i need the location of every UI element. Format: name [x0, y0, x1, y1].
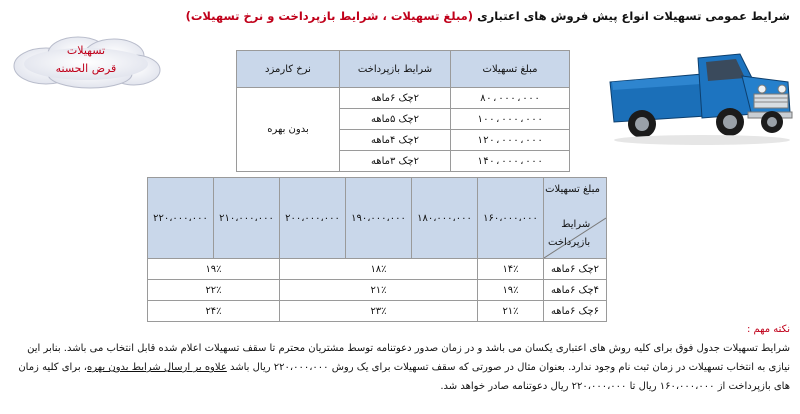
t2-corner-bottom-1: شرایط [561, 219, 591, 230]
table-row [148, 259, 607, 280]
t1-header-rate: نرخ کارمزد [237, 51, 340, 88]
t2-rate-b: ۲۳٪ [280, 301, 478, 322]
t2-row-label: ۲چک ۶ماهه [544, 259, 607, 280]
cloud-line1: تسهیلات [66, 44, 106, 57]
note-line-2 [8, 358, 790, 377]
table-row [148, 280, 607, 301]
t2-rate-a: ۱۴٪ [478, 259, 544, 280]
title-main: شرایط عمومی تسهیلات انواع پیش فروش های اعتباری [473, 9, 790, 23]
t2-rate-b: ۱۸٪ [280, 259, 478, 280]
t1-header-terms: شرایط بازپرداخت [340, 51, 451, 88]
t2-corner-cell [544, 178, 607, 259]
t1-header-amount: مبلغ تسهیلات [451, 51, 570, 88]
t1-amount: ۸۰،۰۰۰،۰۰۰ [451, 88, 570, 109]
note-line-2a: نیازی به انتخاب تسهیلات در زمان ثبت نام وجود ندارد. بعنوان مثال در صورتی که سقف تسهیلات برای یک روش [328, 362, 790, 373]
note-line-2c: ، برای کلیه زمان [18, 362, 88, 373]
t1-terms: ۲چک ۳ماهه [340, 151, 451, 172]
note-line-2-underlined: علاوه بر ارسال شرایط بدون بهره [87, 362, 227, 373]
t1-terms: ۲چک ۶ماهه [340, 88, 451, 109]
t2-rate-c: ۲۲٪ [148, 280, 280, 301]
table-row [237, 88, 570, 109]
t2-rate-a: ۱۹٪ [478, 280, 544, 301]
note-line-2-amount: ۲۲۰،۰۰۰،۰۰۰ [273, 362, 329, 373]
t2-rate-c: ۲۴٪ [148, 301, 280, 322]
important-note [8, 320, 790, 396]
t2-rate-b: ۲۱٪ [280, 280, 478, 301]
note-line-2b: ریال باشد [226, 362, 274, 373]
t2-rate-a: ۲۱٪ [478, 301, 544, 322]
t2-corner-bottom [548, 216, 590, 252]
t2-amount-header: ۲۲۰،۰۰۰،۰۰۰ [148, 178, 214, 259]
table-row [148, 301, 607, 322]
t2-corner-top: مبلغ تسهیلات [545, 184, 600, 195]
note-line-1: شرایط تسهیلات جدول فوق برای کلیه روش های اعتباری یکسان می باشد و در زمان صدور دعوتنامه توسط مشتریان محترم تا سقف تسهیلات اعلام شده قابل انتخاب می باشد. بنابر این [27, 343, 790, 354]
t1-terms: ۲چک ۵ماهه [340, 109, 451, 130]
table-installments-small [236, 50, 570, 172]
t2-corner-bottom-2: بازپرداخت [548, 237, 591, 248]
table-installments-large [147, 177, 607, 322]
t2-rate-c: ۱۹٪ [148, 259, 280, 280]
t2-amount-header: ۱۶۰،۰۰۰،۰۰۰ [478, 178, 544, 259]
title-highlight: (مبلغ تسهیلات ، شرایط بازپرداخت و نرخ تسهیلات) [185, 9, 474, 23]
t1-rate: بدون بهره [237, 88, 340, 172]
t1-terms: ۲چک ۴ماهه [340, 130, 451, 151]
t2-row-label: ۴چک ۶ماهه [544, 280, 607, 301]
note-line-3: های بازپرداخت از ۱۶۰،۰۰۰،۰۰۰ ریال تا ۲۲۰،۰۰۰،۰۰۰ ریال دعوتنامه صادر خواهد شد. [440, 381, 790, 392]
t1-amount: ۱۰۰،۰۰۰،۰۰۰ [451, 109, 570, 130]
loan-type-cloud [6, 34, 166, 90]
t2-row-label: ۶چک ۶ماهه [544, 301, 607, 322]
t2-amount-header: ۲۰۰،۰۰۰،۰۰۰ [280, 178, 346, 259]
cloud-line2: قرض الحسنه [55, 62, 117, 75]
note-heading: نکته مهم : [746, 324, 790, 335]
t2-amount-header: ۲۱۰،۰۰۰،۰۰۰ [214, 178, 280, 259]
cloud-text [6, 42, 166, 78]
pickup-truck-image [602, 38, 794, 150]
t2-amount-header: ۱۸۰،۰۰۰،۰۰۰ [412, 178, 478, 259]
t1-amount: ۱۴۰،۰۰۰،۰۰۰ [451, 151, 570, 172]
page-title [170, 8, 790, 24]
t2-amount-header: ۱۹۰،۰۰۰،۰۰۰ [346, 178, 412, 259]
t1-amount: ۱۲۰،۰۰۰،۰۰۰ [451, 130, 570, 151]
